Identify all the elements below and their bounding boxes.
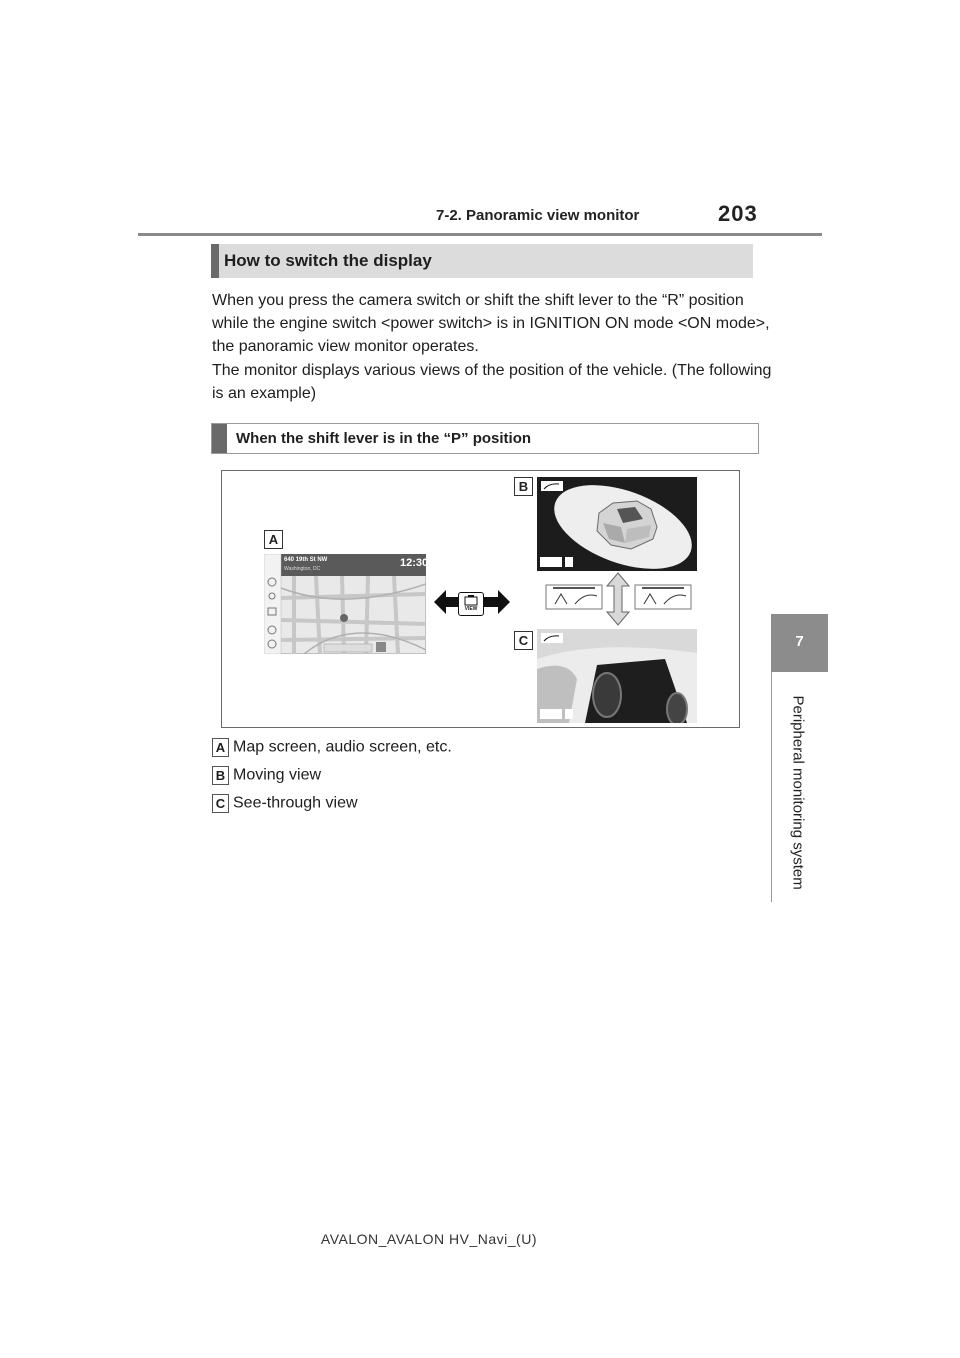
see-through-view-screen bbox=[537, 629, 697, 723]
legend-item-b bbox=[212, 766, 321, 785]
paragraph-example: The monitor displays various views of the position of the vehicle. (The following is an example) bbox=[212, 362, 772, 402]
section-heading-text: How to switch the display bbox=[224, 251, 432, 270]
camera-view-switch-icon bbox=[458, 592, 484, 616]
moving-view-toggle-icon bbox=[545, 584, 603, 610]
map-address: 640 19th St NW bbox=[284, 557, 328, 563]
legend-item-a bbox=[212, 738, 452, 757]
chapter-tab-line bbox=[771, 672, 772, 902]
figure-label-c: C bbox=[514, 631, 533, 650]
paragraph-intro: When you press the camera switch or shift the shift lever to the “R” position while the engine switch <power switch> is in IGNITION ON mode <ON mode>, the panoramic view monitor operates. bbox=[212, 292, 770, 355]
footer-model-code: AVALON_AVALON HV_Navi_(U) bbox=[320, 1231, 537, 1247]
legend-key-c: C bbox=[212, 794, 229, 813]
map-time: 12:30 bbox=[400, 557, 429, 569]
view-switch-label: VIEW bbox=[464, 606, 478, 612]
sub-heading bbox=[211, 423, 759, 454]
legend-key-b: B bbox=[212, 766, 229, 785]
legend-item-c bbox=[212, 794, 358, 813]
chapter-title: Peripheral monitoring system bbox=[789, 695, 807, 890]
moving-view-screen bbox=[537, 477, 697, 571]
see-through-view-toggle-icon bbox=[634, 584, 692, 610]
legend-text-a: Map screen, audio screen, etc. bbox=[233, 738, 452, 756]
running-header-section: 7-2. Panoramic view monitor bbox=[436, 207, 640, 224]
legend-text-c: See-through view bbox=[233, 794, 358, 812]
legend-key-a: A bbox=[212, 738, 229, 757]
figure-label-b: B bbox=[514, 477, 533, 496]
figure-label-a: A bbox=[264, 530, 283, 549]
chapter-tab bbox=[771, 614, 828, 672]
section-heading-bar bbox=[211, 244, 219, 278]
header-rule bbox=[138, 233, 822, 236]
sub-heading-text: When the shift lever is in the “P” position bbox=[236, 430, 532, 447]
sub-heading-bar bbox=[212, 424, 227, 453]
vertical-switch-arrow bbox=[606, 572, 630, 626]
page-number: 203 bbox=[718, 201, 758, 226]
section-heading bbox=[211, 244, 753, 278]
display-switch-illustration bbox=[221, 470, 740, 728]
chapter-number: 7 bbox=[795, 633, 804, 650]
legend-text-b: Moving view bbox=[233, 766, 322, 784]
map-city: Washington, DC bbox=[284, 566, 321, 572]
